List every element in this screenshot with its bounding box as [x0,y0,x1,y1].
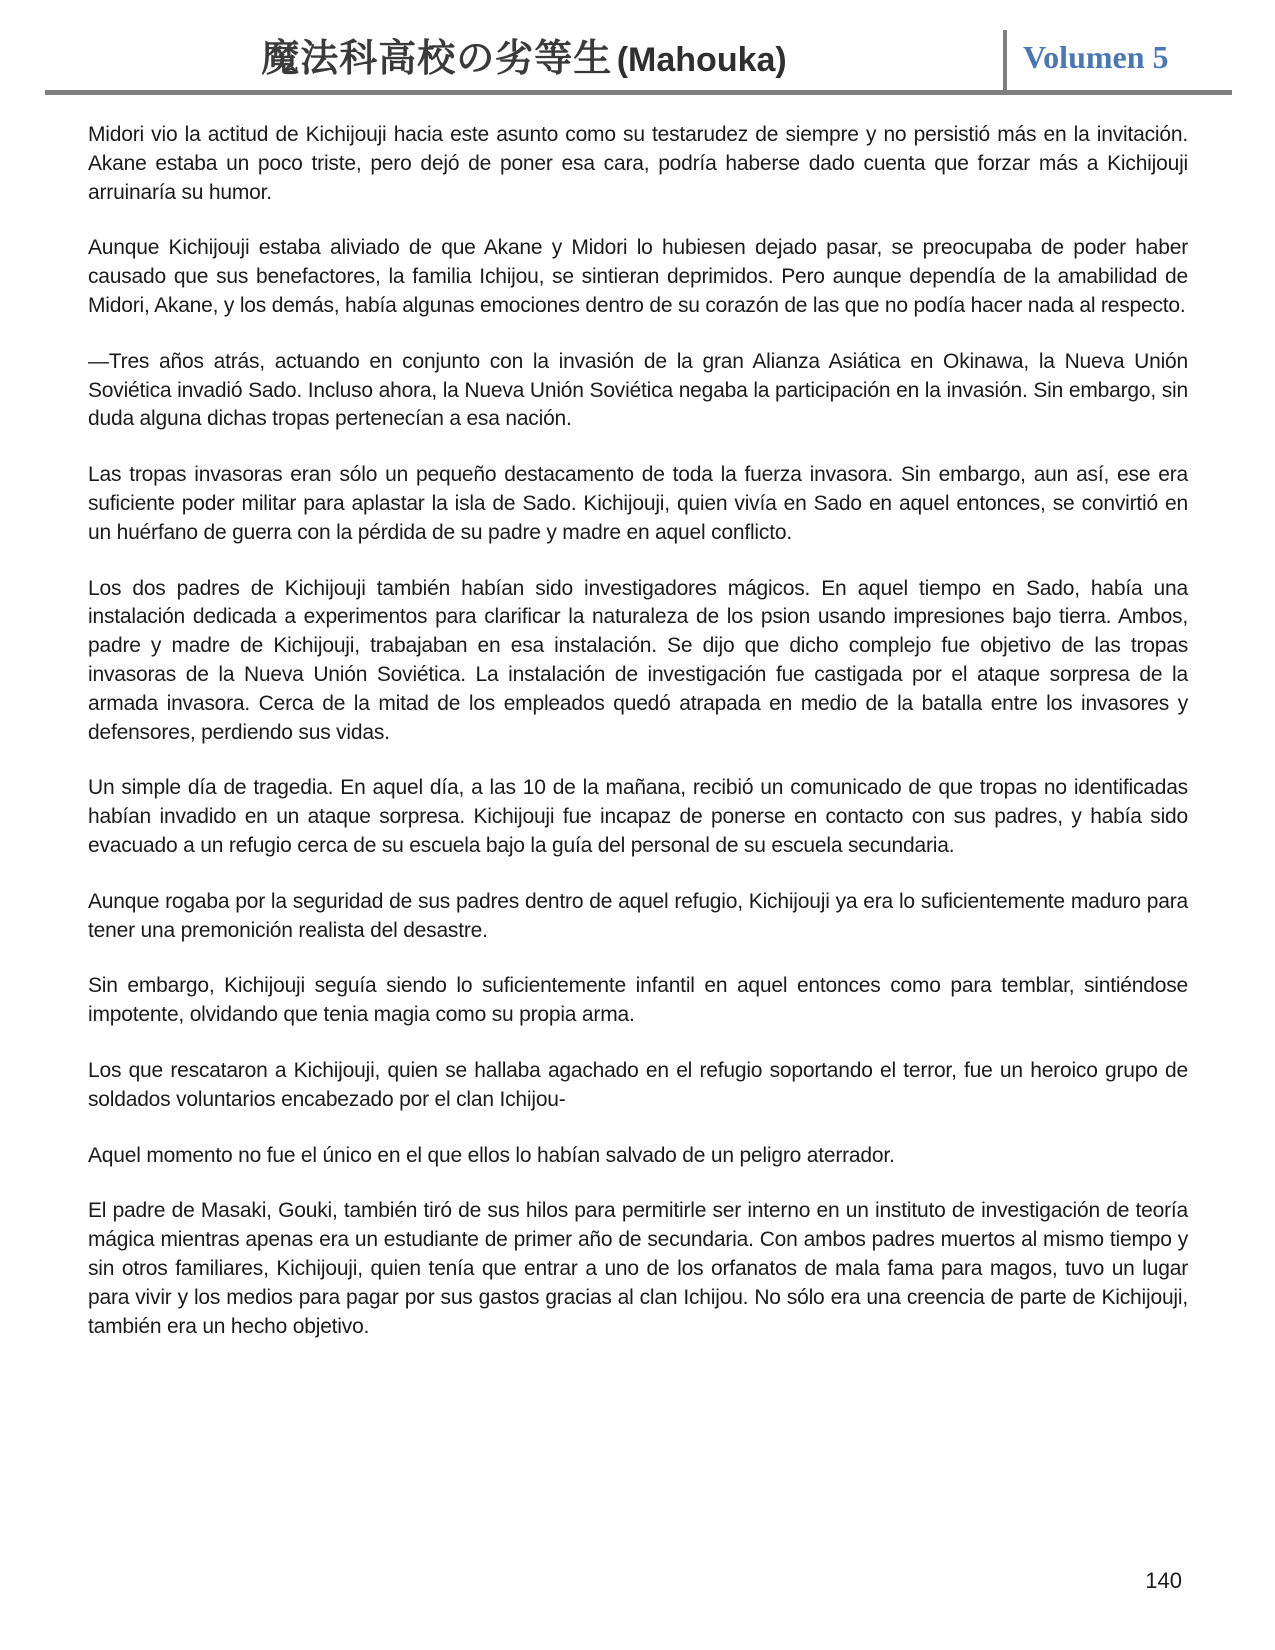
title-romaji: (Mahouka) [616,41,787,79]
paragraph: Los que rescataron a Kichijouji, quien se hallaba agachado en el refugio soportando el terror, fue un heroico grupo de soldados voluntarios encabezado por el clan Ichijou- [88,1058,1188,1111]
paragraph: Aunque rogaba por la seguridad de sus padres dentro de aquel refugio, Kichijouji ya era lo suficientemente maduro para tener una premonición realista del desastre. [88,889,1188,942]
volume-label: Volumen 5 [1023,39,1169,75]
paragraph: El padre de Masaki, Gouki, también tiró de sus hilos para permitirle ser interno en un instituto de investigación de teoría mágica mientras apenas era un estudiante de primer año de secundaria. Con ambos padres muertos al mismo tiempo y sin otros familiares, Kichijouji, quien tenía que entrar a uno de los orfanatos de mala fama para magos, tuvo un lugar para vivir y los medios para pagar por sus gastos gracias al clan Ichijou. No sólo era una creencia de parte de Kichijouji, también era un hecho objetivo. [88,1199,1188,1338]
paragraph: —Tres años atrás, actuando en conjunto con la invasión de la gran Alianza Asiática en Okinawa, la Nueva Unión Soviética invadió Sado. Incluso ahora, la Nueva Unión Soviética negaba la participación en la invasión. Sin embargo, sin duda alguna dichas tropas pertenecían a esa nación. [88,349,1188,431]
body-text [0,95,1275,1341]
paragraph: Aquel momento no fue el único en el que ellos lo habían salvado de un peligro aterrador. [88,1143,895,1167]
paragraph: Las tropas invasoras eran sólo un pequeño destacamento de toda la fuerza invasora. Sin embargo, aun así, ese era suficiente poder militar para aplastar la isla de Sado. Kichijouji, quien vivía en Sado en aquel entonces, se convirtió en un huérfano de guerra con la pérdida de su padre y madre en aquel conflicto. [88,463,1188,544]
paragraph: Aunque Kichijouji estaba aliviado de que Akane y Midori lo hubiesen dejado pasar, se preocupaba de poder haber causado que sus benefactores, la familia Ichijou, se sintieran deprimidos. Pero aunque dependía de la amabilidad de Midori, Akane, y los demás, había algunas emociones dentro de su corazón de las que no podía hacer nada al respecto. [88,236,1188,317]
paragraph: Sin embargo, Kichijouji seguía siendo lo suficientemente infantil en aquel entonces como para temblar, sintiéndose impotente, olvidando que tenia magia como su propia arma. [88,974,1188,1027]
paragraph: Los dos padres de Kichijouji también habían sido investigadores mágicos. En aquel tiempo en Sado, había una instalación dedicada a experimentos para clarificar la naturaleza de los psion usando impresiones bajo tierra. Ambos, padre y madre de Kichijouji, trabajaban en esa instalación. Se dijo que dicho complejo fue objetivo de las tropas invasoras de la Nueva Unión Soviética. La instalación de investigación fue castigada por el ataque sorpresa de la armada invasora. Cerca de la mitad de los empleados quedó atrapada en medio de la batalla entre los invasores y defensores, perdiendo sus vidas. [88,576,1188,744]
paragraph: Un simple día de tragedia. En aquel día, a las 10 de la mañana, recibió un comunicado de que tropas no identificadas habían invadido en un ataque sorpresa. Kichijouji fue incapaz de ponerse en contacto con sus padres, y había sido evacuado a un refugio cerca de su escuela bajo la guía del personal de su escuela secundaria. [88,776,1188,857]
page-title [45,27,1003,90]
page-number: 140 [1145,1568,1182,1593]
header-right [1007,39,1232,90]
title-japanese: 魔法科高校の劣等生 [261,38,613,80]
paragraph: Midori vio la actitud de Kichijouji hacia este asunto como su testarudez de siempre y no persistió más en la invitación. Akane estaba un poco triste, pero dejó de poner esa cara, podría haberse dado cuenta que forzar más a Kichijouji arruinaría su humor. [88,123,1188,204]
page-header [45,0,1232,95]
